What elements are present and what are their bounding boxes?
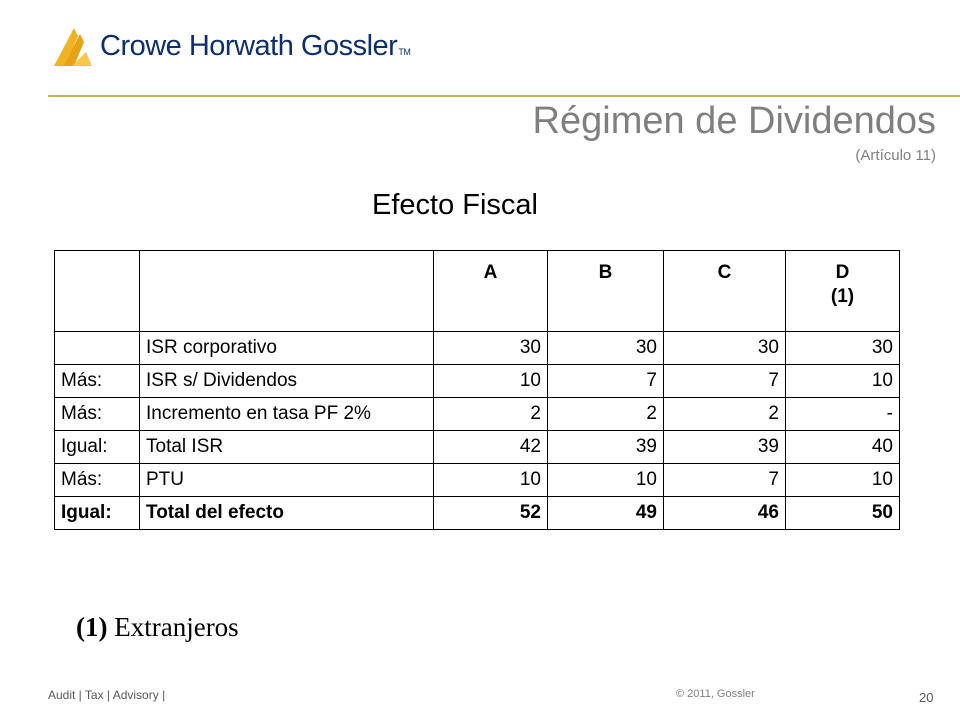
footnote xyxy=(76,612,239,643)
footer-services: Audit | Tax | Advisory | xyxy=(48,688,166,702)
row-value: 10 xyxy=(786,464,900,497)
table-row-total xyxy=(55,497,900,530)
row-value: 30 xyxy=(548,332,664,365)
tax-effect-table xyxy=(54,250,900,530)
row-concept: ISR s/ Dividendos xyxy=(140,365,434,398)
row-value: 2 xyxy=(434,398,548,431)
row-prefix: Más: xyxy=(55,365,140,398)
row-prefix: Más: xyxy=(55,398,140,431)
row-concept: Incremento en tasa PF 2% xyxy=(140,398,434,431)
row-value: 7 xyxy=(664,365,786,398)
row-prefix: Igual: xyxy=(55,431,140,464)
column-header-c: C xyxy=(664,251,786,332)
row-value: 50 xyxy=(786,497,900,530)
page-number: 20 xyxy=(919,690,934,705)
table-row xyxy=(55,464,900,497)
footnote-mark: (1) xyxy=(76,612,108,642)
table-header-row xyxy=(55,251,900,332)
row-value: 52 xyxy=(434,497,548,530)
row-value: 10 xyxy=(434,464,548,497)
row-value: 30 xyxy=(786,332,900,365)
row-value: 7 xyxy=(548,365,664,398)
column-header-d-letter: D xyxy=(835,262,850,283)
row-value: - xyxy=(786,398,900,431)
row-value: 39 xyxy=(548,431,664,464)
row-prefix xyxy=(55,332,140,365)
row-value: 42 xyxy=(434,431,548,464)
row-value: 30 xyxy=(664,332,786,365)
table-header-cell xyxy=(55,251,140,332)
row-value: 30 xyxy=(434,332,548,365)
logo-mark-icon xyxy=(52,26,96,68)
column-header-d-note: (1) xyxy=(830,286,855,307)
row-concept: PTU xyxy=(140,464,434,497)
table-header-cell xyxy=(140,251,434,332)
column-header-d xyxy=(786,251,900,332)
row-value: 2 xyxy=(548,398,664,431)
row-prefix: Igual: xyxy=(55,497,140,530)
table-row xyxy=(55,398,900,431)
row-value: 2 xyxy=(664,398,786,431)
footer-copyright: © 2011, Gossler xyxy=(676,688,755,700)
row-concept: Total ISR xyxy=(140,431,434,464)
header-rule xyxy=(48,95,960,97)
slide-title: Régimen de Dividendos xyxy=(532,100,936,142)
row-value: 10 xyxy=(548,464,664,497)
row-prefix: Más: xyxy=(55,464,140,497)
row-concept: ISR corporativo xyxy=(140,332,434,365)
row-value: 10 xyxy=(786,365,900,398)
table-row xyxy=(55,332,900,365)
slide-subtitle: (Artículo 11) xyxy=(855,147,936,164)
row-value: 39 xyxy=(664,431,786,464)
row-concept: Total del efecto xyxy=(140,497,434,530)
table-row xyxy=(55,431,900,464)
row-value: 46 xyxy=(664,497,786,530)
trademark-mark: TM xyxy=(398,47,411,57)
row-value: 10 xyxy=(434,365,548,398)
column-header-b: B xyxy=(548,251,664,332)
brand-name: Crowe Horwath GosslerTM xyxy=(100,30,411,62)
row-value: 7 xyxy=(664,464,786,497)
footnote-text: Extranjeros xyxy=(114,612,239,642)
row-value: 40 xyxy=(786,431,900,464)
column-header-a: A xyxy=(434,251,548,332)
row-value: 49 xyxy=(548,497,664,530)
section-heading: Efecto Fiscal xyxy=(372,189,538,221)
table-row xyxy=(55,365,900,398)
